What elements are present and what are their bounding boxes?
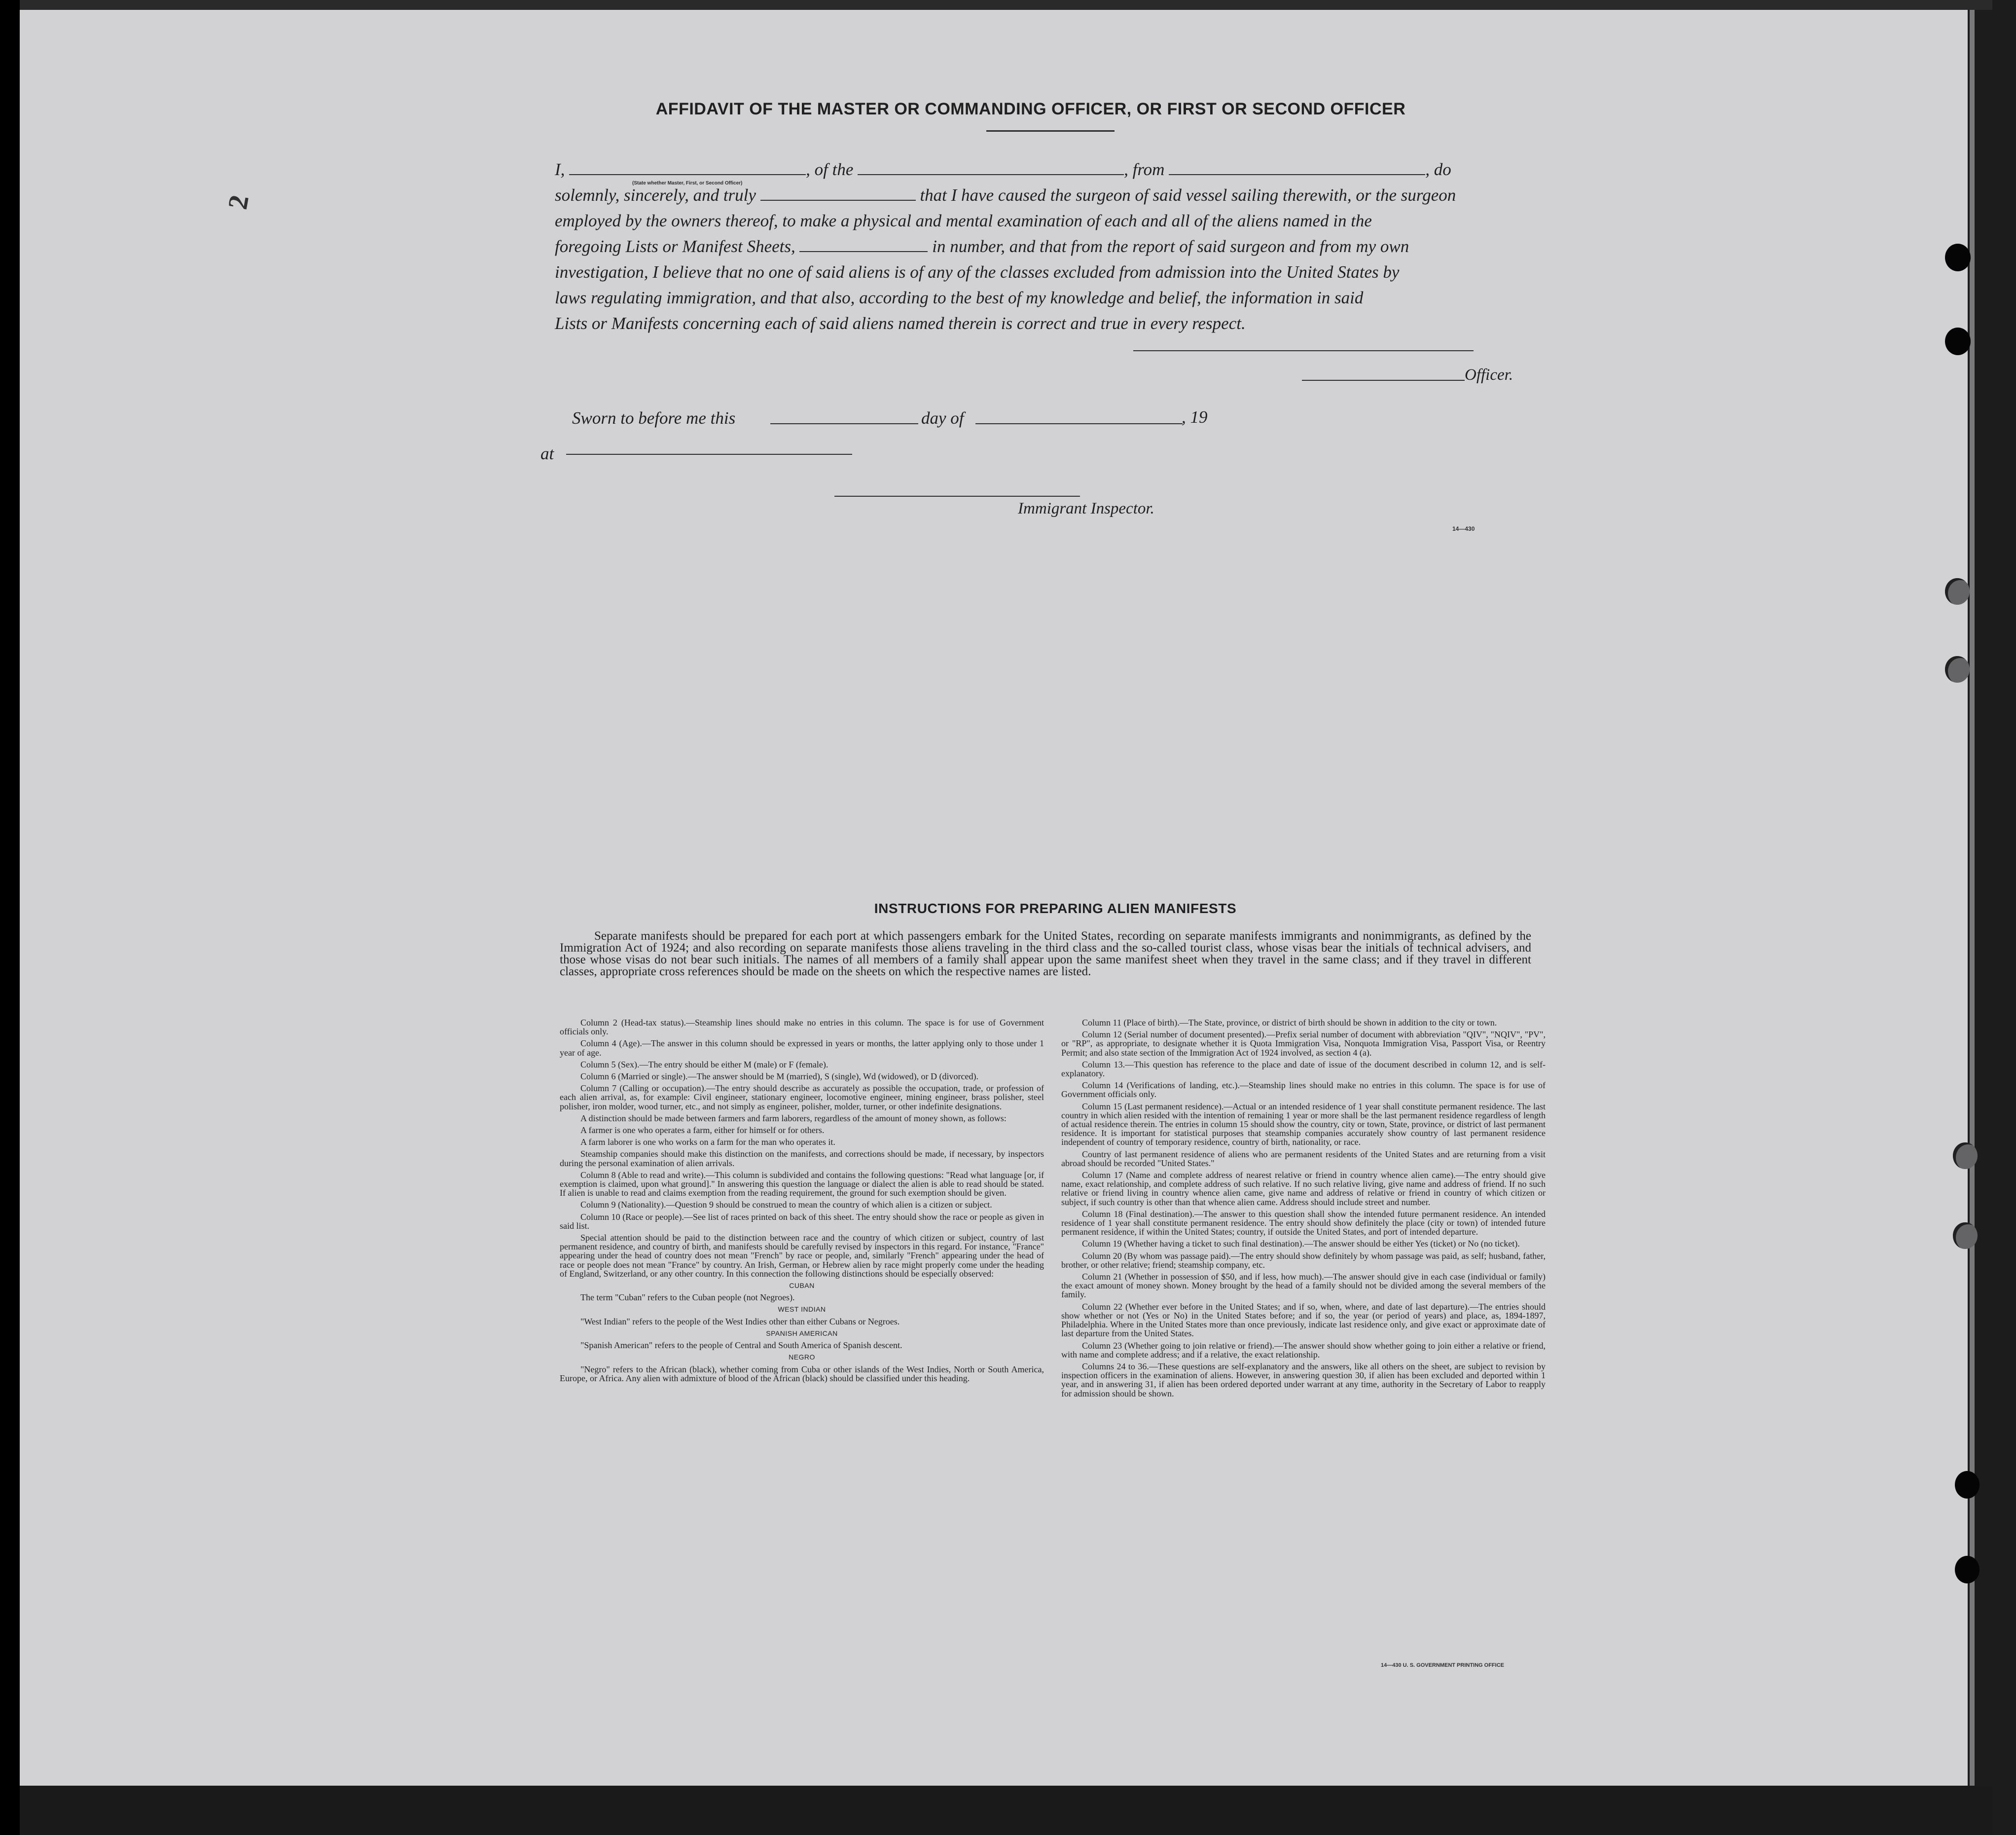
instruction-paragraph: Column 8 (Able to read and write).—This column is subdivided and contains the following questions: "Read what language [or, if exemption is claimed, upon what ground]." In answering this question the language or dialect the alien is able to read should be stated. If alien is unable to read and claims exemption from the reading requirement, the ground for such exemption should be given. [560, 1170, 1044, 1198]
form-number: 14—430 [1452, 525, 1475, 532]
affidavit-line-1 [555, 157, 1544, 183]
instructions-title: INSTRUCTIONS FOR PREPARING ALIEN MANIFESTS [874, 901, 1237, 916]
affidavit-of-the: , of the [806, 160, 854, 179]
swear-blank[interactable] [760, 200, 916, 201]
officer-line[interactable] [1302, 380, 1465, 381]
rank-note: (State whether Master, First, or Second Officer) [632, 181, 743, 186]
affidavit-foregoing: foregoing Lists or Manifest Sheets, [555, 237, 795, 256]
affidavit-title: AFFIDAVIT OF THE MASTER OR COMMANDING OFFICER, OR FIRST OR SECOND OFFICER [655, 100, 1406, 118]
manifest-page [20, 9, 1992, 1824]
punch-hole [1955, 1471, 1980, 1499]
port-blank[interactable] [1169, 174, 1425, 175]
affidavit-in-number: in number, and that from the report of said surgeon and from my own [932, 237, 1409, 256]
instruction-paragraph: Column 6 (Married or single).—The answer should be M (married), S (single), Wd (widowed), or D (divorced). [580, 1071, 978, 1082]
margin-mark: 2 [222, 192, 255, 212]
signature-line[interactable] [1133, 350, 1474, 351]
instruction-paragraph: Column 18 (Final destination).—The answer to this question shall show the intended future permanent residence. An intended residence of 1 year shall constitute permanent residence. The entry should show definitely the place (city or town) of intended future permanent residence, if within the United States; country, if outside the United States, and port of intended departure. [1061, 1209, 1546, 1237]
instruction-paragraph: Column 12 (Serial number of document presented).—Prefix serial number of document with abbreviation "QIV", "NQIV", "PV", or "RP", as appropriate, to designate whether it is Quota Immigration Visa, Nonquota Immigration Visa, Passport Visa, or Reentry Permit; and also state section of the Immigration Act of 1924 involved, as section 4 (a). [1061, 1029, 1546, 1058]
instruction-paragraph: Column 5 (Sex).—The entry should be either M (male) or F (female). [580, 1059, 828, 1069]
number-of-aliens-blank[interactable] [799, 251, 928, 252]
affidavit-surgeon-text: that I have caused the surgeon of said vessel sailing therewith, or the surgeon [920, 185, 1456, 205]
officer-label: Officer. [1465, 366, 1513, 384]
sworn-day-blank[interactable] [770, 423, 918, 424]
inspector-signature-line[interactable] [834, 496, 1080, 497]
instruction-paragraph: Country of last permanent residence of aliens who are permanent residents of the United States and are returning from a visit abroad should be recorded "United States." [1061, 1149, 1546, 1168]
punch-hole [1953, 1142, 1978, 1169]
top-edge [20, 0, 1992, 10]
instruction-paragraph: Column 14 (Verifications of landing, etc.).—Steamship lines should make no entries in this column. The space is for use of Government officials only. [1061, 1080, 1546, 1100]
punch-hole [1955, 1556, 1980, 1583]
subheading-west-indian: WEST INDIAN [778, 1305, 826, 1314]
instruction-paragraph: Column 4 (Age).—The answer in this column should be expressed in years or months, the latter applying only to those under 1 year of age. [560, 1038, 1044, 1058]
affidavit-line-6: laws regulating immigration, and that also, according to the best of my knowledge and belief, the information in said [555, 288, 1364, 307]
at-label: at [540, 444, 554, 463]
instruction-paragraph: Special attention should be paid to the distinction between race and the country of which citizen or subject, country of last permanent residence, and country of birth, and manifests should be carefully revised by inspectors in this regard. For instance, "France" appearing under the head of country does not mean "French" by race or people, and, similarly "French" appearing under the head of race or people does not mean "France" by country. An Irish, German, or Hebrew alien by race might properly come under the heading of England, Switzerland, or any other country. In this connection the following distinctions should be especially observed: [560, 1233, 1044, 1279]
punch-hole [1945, 244, 1971, 271]
printing-office-footer: 14—430 U. S. GOVERNMENT PRINTING OFFICE [1381, 1662, 1504, 1668]
year-label: , 19 [1182, 407, 1208, 427]
instruction-paragraph: Column 19 (Whether having a ticket to such final destination).—The answer should be either Yes (ticket) or No (no ticket). [1082, 1239, 1520, 1249]
instruction-paragraph: Column 7 (Calling or occupation).—The entry should describe as accurately as possible the occupation, trade, or profession of each alien arrival, as, for example: Civil engineer, stationary engineer, locomotive engineer, mining engineer, brass polisher, steel polisher, iron molder, wood turner, etc., and not simply as engineer, polisher, molder, turner, or other indefinite designations. [560, 1083, 1044, 1111]
punch-hole [1945, 328, 1971, 355]
affidavit-from: , from [1124, 160, 1165, 179]
day-of-label: day of [921, 408, 964, 428]
affidavit-line-2 [555, 183, 1544, 208]
instruction-paragraph: Column 10 (Race or people).—See list of races printed on back of this sheet. The entry should show the race or people as given in said list. [560, 1211, 1044, 1231]
instructions-right-column [1061, 1018, 1546, 1401]
sworn-label: Sworn to before me this [572, 408, 736, 428]
instruction-paragraph: Columns 24 to 36.—These questions are self-explanatory and the answers, like all others on the sheet, are subject to revision by inspection officers in the examination of aliens. However, in answering question 30, if alien has been excluded and deported within 1 year, and in answering 31, if alien has been ordered deported under warrant at any time, authority in the Secretary of Labor to reapply for admission should be shown. [1061, 1361, 1546, 1398]
instruction-paragraph: Column 22 (Whether ever before in the United States; and if so, when, where, and date of last departure).—The entries should show whether or not (Yes or No) in the United States before; and if so, the year (or period of years) and place, as, 1894-1897, Philadelphia. Where in the United States more than once previously, indicate last residence only, and give exact or approximate date of last departure from the United States. [1061, 1301, 1546, 1339]
title-rule [986, 130, 1115, 132]
instruction-paragraph: Column 21 (Whether in possession of $50, and if less, how much).—The answer should give in each case (individual or family) the exact amount of money shown. Money brought by the head of a family should not be divided among the several members of the family. [1061, 1272, 1546, 1300]
sworn-month-blank[interactable] [975, 423, 1183, 424]
instruction-paragraph: Column 15 (Last permanent residence).—Actual or an intended residence of 1 year shall constitute permanent residence. The last country in which alien resided with the intention of remaining 1 year or more shall be the last permanent residence regardless of length of actual residence therein. The entries in column 15 should show the country, city or town, State, province, or district of last permanent residence. It is important for statistical purposes that steamship companies accurately show country of last permanent residence independent of country of temporary residence, country of birth, nationality, or race. [1061, 1101, 1546, 1147]
instruction-paragraph: The term "Cuban" refers to the Cuban people (not Negroes). [580, 1292, 795, 1303]
instruction-paragraph: Column 11 (Place of birth).—The State, province, or district of birth should be shown in addition to the city or town. [1082, 1018, 1497, 1028]
instruction-paragraph: "Negro" refers to the African (black), whether coming from Cuba or other islands of the West Indies, North or South America, Europe, or Africa. Any alien with admixture of blood of the African (black) should be classified under this heading. [560, 1364, 1044, 1383]
instruction-paragraph: Column 13.—This question has reference to the place and date of issue of the document described in column 12, and is self-explanatory. [1061, 1059, 1546, 1079]
instruction-paragraph: "Spanish American" refers to the people of Central and South America of Spanish descent. [580, 1340, 902, 1351]
instruction-paragraph: A farm laborer is one who works on a farm for the man who operates it. [580, 1137, 835, 1147]
instruction-paragraph: A farmer is one who operates a farm, either for himself or for others. [580, 1125, 825, 1136]
affidavit-line-3: employed by the owners thereof, to make a physical and mental examination of each and all of the aliens named in the [555, 211, 1372, 230]
instruction-paragraph: Column 23 (Whether going to join relative or friend).—The answer should show whether going to join either a relative or friend, with name and complete address; and if a relative, the exact relationship. [1061, 1340, 1546, 1359]
instruction-paragraph: Column 9 (Nationality).—Question 9 should be construed to mean the country of which alien is a citizen or subject. [580, 1200, 992, 1210]
officer-rank-blank[interactable] [569, 174, 806, 175]
instruction-paragraph: Column 17 (Name and complete address of nearest relative or friend in country whence alien came).—The entry should give name, exact relationship, and complete address of such relative. If no such relative living, give name and address of friend. If no such relative or friend living in country whence alien came, give name and address of relative or friend in country of which citizen or subject, if such country is other than that whence alien came. Address should include street and number. [1061, 1170, 1546, 1207]
punch-hole [1945, 656, 1970, 683]
subheading-negro: NEGRO [789, 1353, 815, 1361]
affidavit-solemnly: solemnly, sincerely, and truly [555, 185, 756, 205]
affidavit-do: , do [1425, 160, 1451, 179]
affidavit-line-4 [555, 234, 1544, 259]
instruction-paragraph: "West Indian" refers to the people of the West Indies other than either Cubans or Negroes. [580, 1316, 900, 1326]
instruction-paragraph: Column 20 (By whom was passage paid).—The entry should show definitely by whom passage was paid, as self; husband, father, brother, or other relative; friend; steamship company, etc. [1061, 1250, 1546, 1270]
affidavit-line-7: Lists or Manifests concerning each of said aliens named therein is correct and true in every respect. [555, 314, 1246, 333]
subheading-cuban: CUBAN [789, 1282, 815, 1290]
bottom-edge [20, 1786, 1992, 1835]
affidavit-line-5: investigation, I believe that no one of said aliens is of any of the classes excluded from admission into the United States by [555, 262, 1400, 282]
instructions-left-column [560, 1018, 1044, 1386]
punch-hole [1953, 1222, 1978, 1249]
at-place-blank[interactable] [566, 454, 852, 455]
punch-hole [1945, 578, 1970, 605]
instruction-paragraph: Column 2 (Head-tax status).—Steamship lines should make no entries in this column. The space is for use of Government officials only. [560, 1018, 1044, 1037]
affidavit-i: I, [555, 160, 565, 179]
instruction-paragraph: A distinction should be made between farmers and farm laborers, regardless of the amount of money shown, as follows: [580, 1113, 1007, 1123]
instruction-paragraph: Steamship companies should make this distinction on the manifests, and corrections should be made, if necessary, by inspectors during the personal examination of alien arrivals. [560, 1149, 1044, 1168]
instructions-intro: Separate manifests should be prepared for each port at which passengers embark for the United States, recording on separate manifests immigrants and nonimmigrants, as defined by the Immigration Act of 1924; and also recording on separate manifests those aliens traveling in the third class and the so-called tourist class, whose visas bear the initials of technical advisers, and those whose visas do not bear such initials. The names of all members of a family shall appear upon the same manifest sheet when they travel in the same class; and if they travel in different classes, appropriate cross references should be made on the sheets on which the respective names are listed. [560, 929, 1531, 978]
inspector-label: Immigrant Inspector. [1018, 500, 1154, 517]
vessel-blank[interactable] [858, 174, 1124, 175]
subheading-spanish-american: SPANISH AMERICAN [766, 1329, 838, 1337]
